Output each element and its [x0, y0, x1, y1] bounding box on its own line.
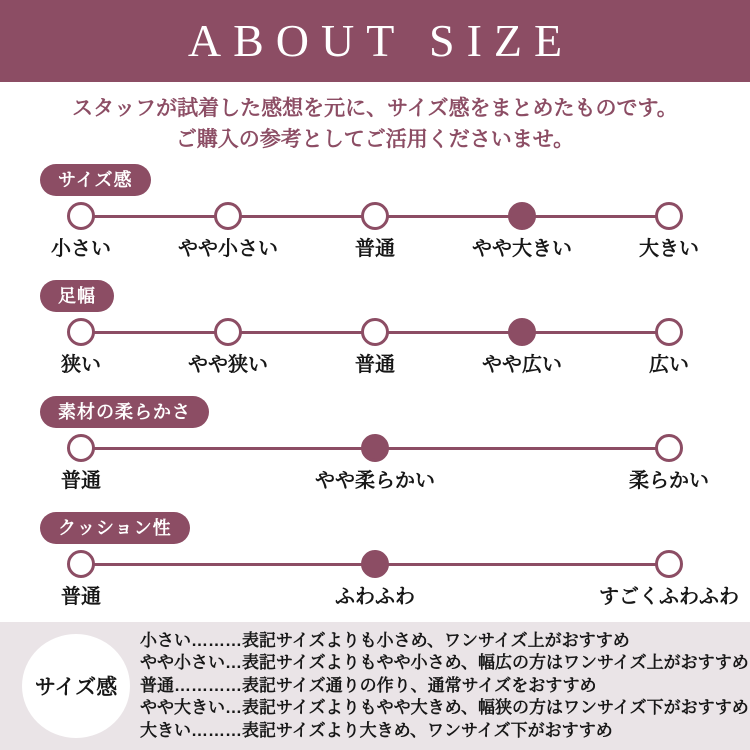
scale-point-selected — [508, 202, 536, 230]
cushioning-badge — [40, 512, 190, 544]
scale-option-label: やや広い — [482, 354, 562, 376]
legend-title-circle — [22, 634, 130, 738]
foot-width-labels — [61, 352, 689, 378]
scale-point — [655, 202, 683, 230]
scale-option-label: 小さい — [51, 238, 111, 260]
size-feel-badge — [40, 164, 151, 196]
scale-point — [67, 318, 95, 346]
scale-option-label: 広い — [649, 354, 689, 376]
scale-option-label: やや小さい — [178, 238, 278, 260]
scale-option-label: 普通 — [355, 238, 395, 260]
scale-option-label: 柔らかい — [629, 470, 709, 492]
intro-line-2: ご購入の参考としてご活用くださいませ。 — [175, 128, 575, 151]
cushioning-badge-label: クッション性 — [58, 518, 172, 538]
header-bar — [0, 0, 750, 82]
legend-item: やや小さい…表記サイズよりもやや小さめ、幅広の方はワンサイズ上がおすすめ — [140, 653, 749, 673]
material-softness-badge-label: 素材の柔らかさ — [58, 402, 191, 422]
legend-item: 普通…………表記サイズ通りの作り、通常サイズをおすすめ — [140, 675, 597, 695]
scale-option-label: 大きい — [639, 238, 699, 260]
legend-item: 小さい………表記サイズよりも小さめ、ワンサイズ上がおすすめ — [140, 630, 630, 650]
foot-width-badge-label: 足幅 — [58, 286, 96, 306]
scale-option-label: 普通 — [355, 354, 395, 376]
legend-item: 大きい………表記サイズより大きめ、ワンサイズ下がおすすめ — [140, 720, 613, 740]
scale-point — [214, 202, 242, 230]
scale-point — [214, 318, 242, 346]
size-feel-track — [81, 202, 669, 230]
scale-point — [655, 550, 683, 578]
scale-option-label: 狭い — [61, 354, 101, 376]
scale-section-foot-width — [0, 280, 750, 378]
size-feel-labels — [51, 236, 699, 262]
scale-point — [655, 434, 683, 462]
cushioning-labels — [61, 584, 739, 610]
scale-point — [655, 318, 683, 346]
foot-width-badge — [40, 280, 114, 312]
scale-option-label: やや大きい — [472, 238, 572, 260]
legend-panel — [0, 622, 750, 750]
scale-option-label: ふわふわ — [335, 586, 415, 608]
page-title: ABOUT SIZE — [187, 15, 575, 66]
scale-option-label: 普通 — [61, 470, 101, 492]
material-softness-track — [81, 434, 669, 462]
legend-title: サイズ感 — [34, 676, 118, 699]
scale-point — [67, 434, 95, 462]
material-softness-labels — [61, 468, 709, 494]
size-feel-badge-label: サイズ感 — [58, 170, 133, 190]
material-softness-badge — [40, 396, 209, 428]
cushioning-track — [81, 550, 669, 578]
scale-section-cushioning — [0, 512, 750, 610]
legend-item: やや大きい…表記サイズよりもやや大きめ、幅狭の方はワンサイズ下がおすすめ — [140, 698, 749, 718]
scale-point — [361, 202, 389, 230]
scale-option-label: 普通 — [61, 586, 101, 608]
scale-option-label: すごくふわふわ — [599, 586, 739, 608]
scale-point — [361, 318, 389, 346]
intro-line-1: スタッフが試着した感想を元に、サイズ感をまとめたものです。 — [72, 97, 678, 120]
scale-point-selected — [361, 550, 389, 578]
scale-section-material-softness — [0, 396, 750, 494]
scale-point-selected — [508, 318, 536, 346]
scale-point — [67, 550, 95, 578]
foot-width-track — [81, 318, 669, 346]
scale-section-size-feel — [0, 164, 750, 262]
legend-list — [140, 630, 749, 742]
scale-point-selected — [361, 434, 389, 462]
scale-option-label: やや狭い — [188, 354, 268, 376]
scale-point — [67, 202, 95, 230]
intro-text — [0, 82, 750, 155]
scale-option-label: やや柔らかい — [315, 470, 435, 492]
